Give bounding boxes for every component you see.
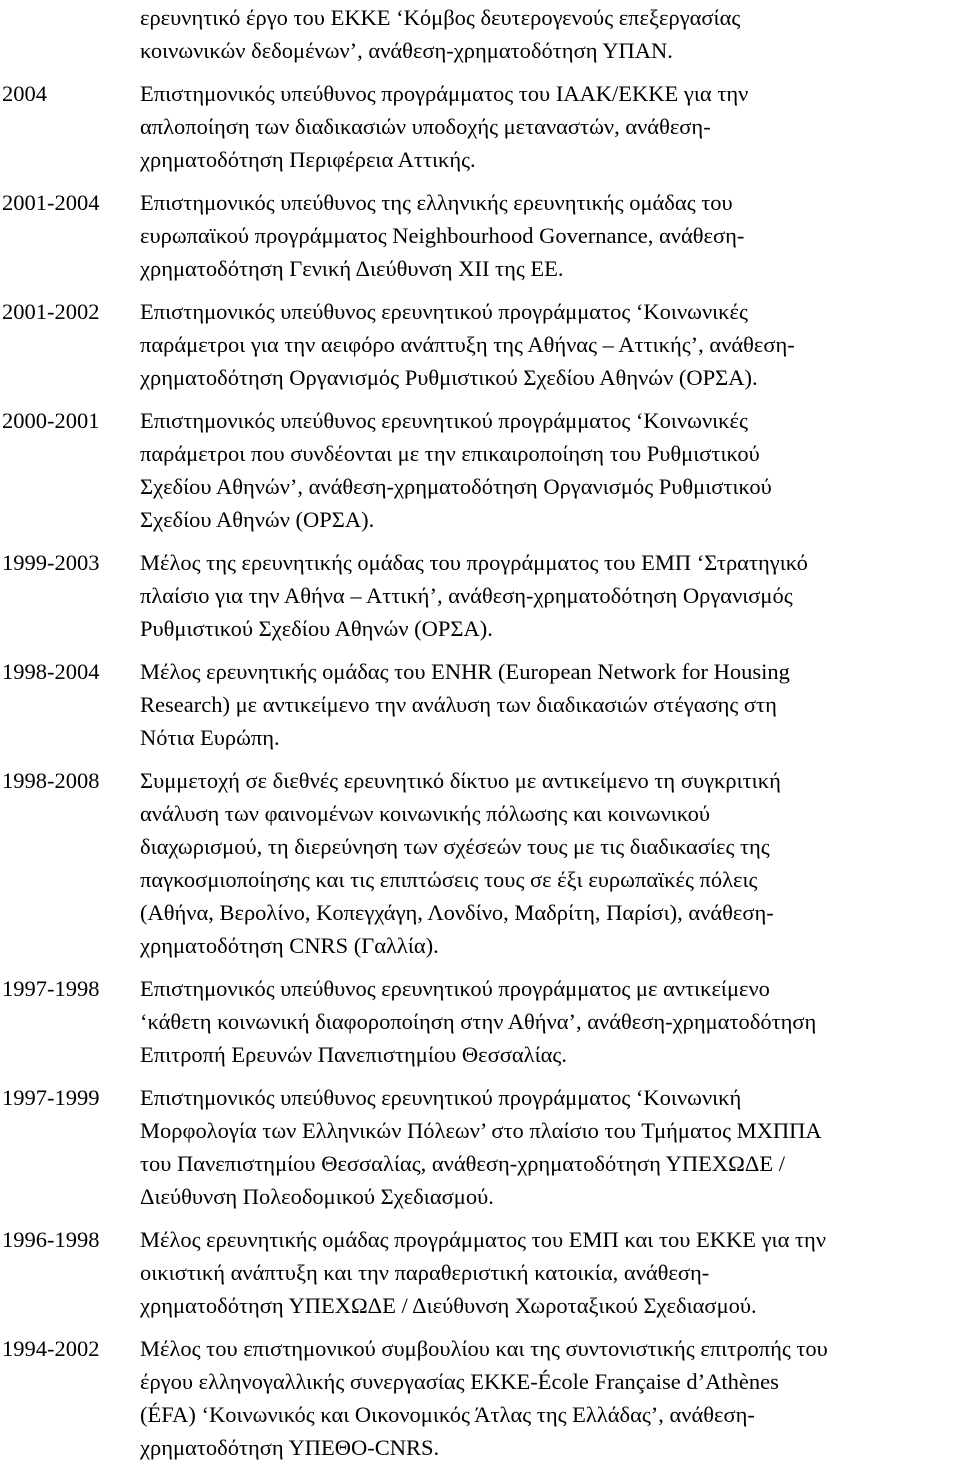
description-line: ‘κάθετη κοινωνική διαφοροποίηση στην Αθήνα’, ανάθεση-χρηματοδότηση [140, 1009, 817, 1034]
entry-year: 1998-2004 [2, 659, 100, 684]
description-line: Επιστημονικός υπεύθυνος ερευνητικού προγράμματος με αντικείμενο [140, 976, 770, 1001]
description-line: Μέλος της ερευνητικής ομάδας του προγράμματος του ΕΜΠ ‘Στρατηγικό [140, 550, 808, 575]
description-line: Επιτροπή Ερευνών Πανεπιστημίου Θεσσαλίας. [140, 1042, 567, 1067]
entry-year: 2004 [2, 81, 47, 106]
description-line: παράμετροι που συνδέονται με την επικαιροποίηση του Ρυθμιστικού [140, 441, 760, 466]
description-line: ερευνητικό έργο του ΕΚΚΕ ‘Κόμβος δευτερογενούς επεξεργασίας [140, 5, 741, 30]
description-line: χρηματοδότηση CNRS (Γαλλία). [140, 933, 439, 958]
project-entry [0, 546, 960, 645]
description-line: Επιστημονικός υπεύθυνος προγράμματος του ΙΑΑΚ/ΕΚΚΕ για την [140, 81, 749, 106]
description-line: Μέλος του επιστημονικού συμβουλίου και της συντονιστικής επιτροπής του [140, 1336, 828, 1361]
entry-year: 1997-1999 [2, 1085, 100, 1110]
description-line: οικιστική ανάπτυξη και την παραθεριστική κατοικία, ανάθεση- [140, 1260, 710, 1285]
description-line: (ÉFA) ‘Κοινωνικός και Οικονομικός Άτλας της Ελλάδας’, ανάθεση- [140, 1402, 755, 1427]
entry-year: 2001-2004 [2, 190, 100, 215]
entry-description [140, 295, 960, 394]
project-entry [0, 764, 960, 962]
description-line: ευρωπαϊκού προγράμματος Neighbourhood Governance, ανάθεση- [140, 223, 745, 248]
description-line: χρηματοδότηση Γενική Διεύθυνση XII της ΕΕ. [140, 256, 564, 281]
description-line: Συμμετοχή σε διεθνές ερευνητικό δίκτυο με αντικείμενο τη συγκριτική [140, 768, 781, 793]
description-line: Διεύθυνση Πολεοδομικού Σχεδιασμού. [140, 1184, 494, 1209]
entry-description [140, 546, 960, 645]
project-entry [0, 295, 960, 394]
description-line: απλοποίηση των διαδικασιών υποδοχής μεταναστών, ανάθεση- [140, 114, 711, 139]
project-entry [0, 1081, 960, 1213]
project-entry [0, 1223, 960, 1322]
description-line: Επιστημονικός υπεύθυνος ερευνητικού προγράμματος ‘Κοινωνική [140, 1085, 742, 1110]
entry-year: 1998-2008 [2, 768, 100, 793]
entry-description [140, 972, 960, 1071]
project-entry [0, 404, 960, 536]
entry-year: 1994-2002 [2, 1336, 100, 1361]
entry-description [140, 77, 960, 176]
description-line: Research) με αντικείμενο την ανάλυση των διαδικασιών στέγασης στη [140, 692, 777, 717]
project-entry [0, 655, 960, 754]
description-line: (Αθήνα, Βερολίνο, Κοπεγχάγη, Λονδίνο, Μαδρίτη, Παρίσι), ανάθεση- [140, 900, 774, 925]
description-line: παγκοσμιοποίησης και τις επιπτώσεις τους σε έξι ευρωπαϊκές πόλεις [140, 867, 758, 892]
description-line: χρηματοδότηση Οργανισμός Ρυθμιστικού Σχεδίου Αθηνών (ΟΡΣΑ). [140, 365, 758, 390]
description-line: Ρυθμιστικού Σχεδίου Αθηνών (ΟΡΣΑ). [140, 616, 493, 641]
description-line: χρηματοδότηση Περιφέρεια Αττικής. [140, 147, 476, 172]
entry-year: 1999-2003 [2, 550, 100, 575]
description-line: πλαίσιο για την Αθήνα – Αττική’, ανάθεση-χρηματοδότηση Οργανισμός [140, 583, 793, 608]
entry-year: 1996-1998 [2, 1227, 100, 1252]
description-line: Επιστημονικός υπεύθυνος ερευνητικού προγράμματος ‘Κοινωνικές [140, 408, 748, 433]
project-entry [0, 186, 960, 285]
description-line: χρηματοδότηση ΥΠΕΘΟ-CNRS. [140, 1435, 440, 1460]
description-line: Σχεδίου Αθηνών’, ανάθεση-χρηματοδότηση Οργανισμός Ρυθμιστικού [140, 474, 772, 499]
entry-description [140, 1081, 960, 1213]
description-line: Μέλος ερευνητικής ομάδας προγράμματος του ΕΜΠ και του ΕΚΚΕ για την [140, 1227, 826, 1252]
entry-description [140, 186, 960, 285]
description-line: παράμετροι για την αειφόρο ανάπτυξη της Αθήνας – Αττικής’, ανάθεση- [140, 332, 795, 357]
entry-description [140, 1332, 960, 1464]
description-line: διαχωρισμού, τη διερεύνηση των σχέσεών τους με τις διαδικασίες της [140, 834, 770, 859]
entry-description [140, 404, 960, 536]
description-line: Μέλος ερευνητικής ομάδας του ENHR (European Network for Housing [140, 659, 790, 684]
project-entry [0, 972, 960, 1071]
project-entry [0, 77, 960, 176]
project-entry [0, 1332, 960, 1464]
description-line: χρηματοδότηση ΥΠΕΧΩΔΕ / Διεύθυνση Χωροταξικού Σχεδιασμού. [140, 1293, 757, 1318]
entry-year: 2000-2001 [2, 408, 100, 433]
description-line: Σχεδίου Αθηνών (ΟΡΣΑ). [140, 507, 375, 532]
entry-year: 2001-2002 [2, 299, 100, 324]
entry-description [140, 1223, 960, 1322]
project-entry [0, 1, 960, 67]
description-line: Επιστημονικός υπεύθυνος ερευνητικού προγράμματος ‘Κοινωνικές [140, 299, 748, 324]
entry-description [140, 1, 960, 67]
description-line: έργου ελληνογαλλικής συνεργασίας ΕΚΚΕ-École Française d’Athènes [140, 1369, 779, 1394]
description-line: Μορφολογία των Ελληνικών Πόλεων’ στο πλαίσιο του Τμήματος ΜΧΠΠΑ [140, 1118, 822, 1143]
description-line: Νότια Ευρώπη. [140, 725, 280, 750]
description-line: ανάλυση των φαινομένων κοινωνικής πόλωσης και κοινωνικού [140, 801, 711, 826]
entry-description [140, 655, 960, 754]
entry-year: 1997-1998 [2, 976, 100, 1001]
description-line: του Πανεπιστημίου Θεσσαλίας, ανάθεση-χρηματοδότηση ΥΠΕΧΩΔΕ / [140, 1151, 785, 1176]
description-line: κοινωνικών δεδομένων’, ανάθεση-χρηματοδότηση ΥΠΑΝ. [140, 38, 673, 63]
description-line: Επιστημονικός υπεύθυνος της ελληνικής ερευνητικής ομάδας του [140, 190, 733, 215]
entry-description [140, 764, 960, 962]
